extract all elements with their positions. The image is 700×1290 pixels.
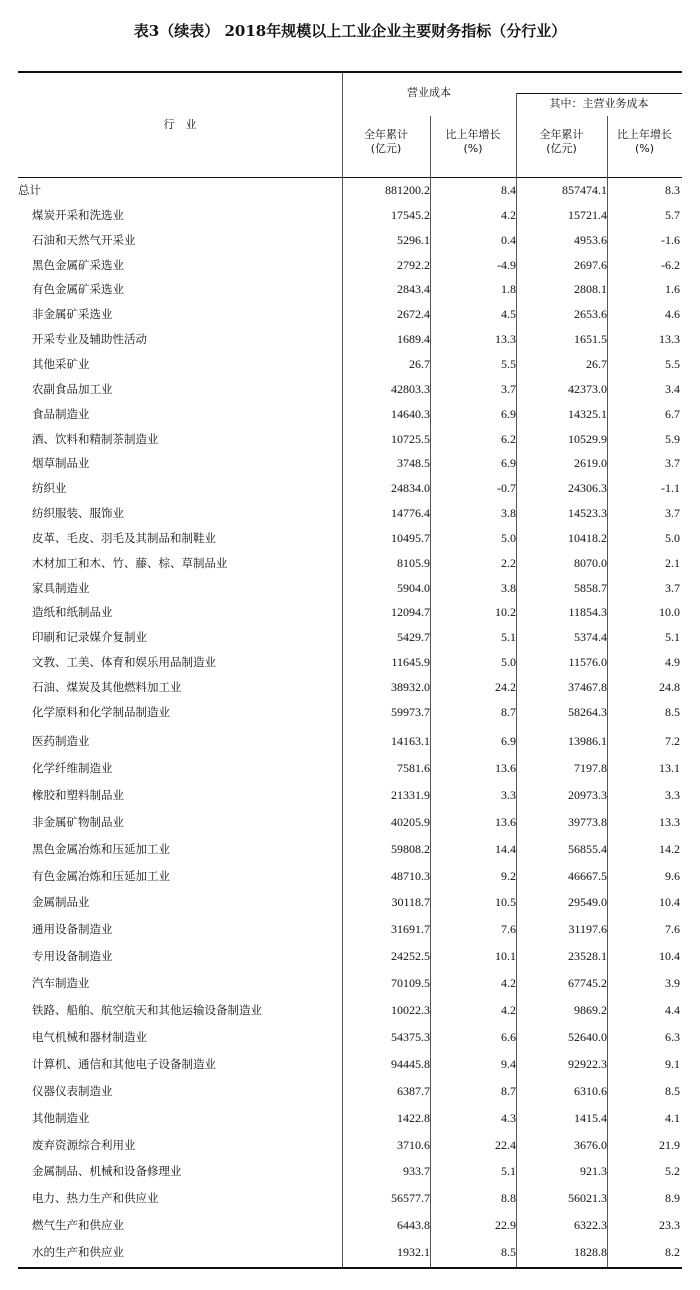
- main-cost-value: 4953.6: [574, 232, 607, 247]
- table-row: [18, 758, 682, 778]
- industry-name: 化学原料和化学制品制造业: [32, 704, 170, 719]
- main-cost-growth: 14.2: [659, 841, 680, 856]
- operating-cost-growth: 5.1: [501, 1164, 516, 1179]
- table-row: [18, 1000, 682, 1020]
- main-cost-growth: -1.6: [661, 232, 680, 247]
- operating-cost-value: 933.7: [403, 1164, 430, 1179]
- industry-name: 橡胶和塑料制品业: [32, 787, 124, 802]
- industry-name: 电气机械和器材制造业: [32, 1029, 147, 1044]
- industry-name: 金属制品业: [32, 895, 90, 910]
- operating-cost-value: 14640.3: [391, 406, 430, 421]
- main-cost-growth: 6.3: [665, 1029, 680, 1044]
- table-row: [18, 812, 682, 832]
- main-cost-value: 857474.1: [562, 183, 607, 197]
- operating-cost-growth: 6.6: [501, 1029, 516, 1044]
- operating-cost-growth: 5.1: [501, 630, 516, 645]
- operating-cost-value: 30118.7: [391, 895, 430, 910]
- main-cost-value: 42373.0: [568, 381, 607, 396]
- operating-cost-growth: -4.9: [497, 257, 516, 272]
- operating-cost-growth: 4.2: [501, 1003, 516, 1017]
- table-row: [18, 866, 682, 886]
- operating-cost-growth: 6.9: [501, 406, 516, 421]
- industry-name: 非金属矿物制品业: [32, 814, 124, 829]
- main-cost-value: 31197.6: [568, 922, 607, 937]
- top-rule: [18, 71, 682, 73]
- header-main-business-cost: 其中：主营业务成本: [549, 97, 649, 110]
- industry-name: 电力、热力生产和供应业: [32, 1191, 159, 1206]
- main-cost-value: 3676.0: [574, 1137, 607, 1152]
- main-cost-growth: 4.6: [665, 307, 680, 322]
- operating-cost-growth: 9.2: [501, 868, 516, 883]
- operating-cost-growth: 9.4: [501, 1056, 516, 1071]
- operating-cost-growth: 22.9: [495, 1218, 516, 1233]
- operating-cost-value: 3748.5: [397, 456, 430, 471]
- table-row: [18, 785, 682, 805]
- operating-cost-value: 40205.9: [391, 814, 430, 829]
- operating-cost-value: 2672.4: [397, 307, 430, 322]
- main-cost-value: 56855.4: [568, 841, 607, 856]
- main-cost-value: 6310.6: [574, 1083, 607, 1098]
- main-cost-growth: 5.1: [665, 630, 680, 645]
- main-cost-value: 5858.7: [574, 580, 607, 595]
- operating-cost-value: 70109.5: [391, 976, 430, 991]
- operating-cost-value: 24834.0: [391, 481, 430, 496]
- operating-cost-growth: 3.8: [501, 506, 516, 521]
- table-row: [18, 1161, 682, 1181]
- industry-name: 造纸和纸制品业: [32, 605, 113, 620]
- operating-cost-growth: 8.4: [501, 183, 516, 197]
- main-cost-value: 6322.3: [574, 1218, 607, 1233]
- table-row: [18, 279, 682, 299]
- operating-cost-growth: 2.2: [501, 555, 516, 570]
- operating-cost-value: 38932.0: [391, 680, 430, 694]
- table-row: [18, 839, 682, 859]
- table-title: 表3（续表） 2018年规模以上工业企业主要财务指标（分行业）: [133, 22, 567, 40]
- operating-cost-value: 42803.3: [391, 381, 430, 396]
- main-cost-value: 20973.3: [568, 787, 607, 802]
- industry-name: 石油、煤炭及其他燃料加工业: [32, 680, 182, 694]
- industry-name: 铁路、船舶、航空航天和其他运输设备制造业: [32, 1003, 262, 1017]
- operating-cost-value: 881200.2: [385, 183, 430, 197]
- industry-name: 农副食品加工业: [32, 381, 113, 396]
- main-cost-growth: 4.1: [665, 1110, 680, 1125]
- main-cost-growth: 13.3: [659, 814, 680, 829]
- industry-name: 烟草制品业: [32, 456, 90, 471]
- industry-name: 印刷和记录媒介复制业: [32, 630, 147, 645]
- table-row: [18, 1242, 682, 1262]
- main-cost-growth: 7.6: [665, 922, 680, 937]
- main-cost-value: 26.7: [586, 356, 607, 371]
- main-cost-growth: -1.1: [661, 481, 680, 496]
- industry-name: 石油和天然气开采业: [32, 232, 136, 247]
- main-cost-growth: 5.7: [665, 207, 680, 222]
- main-cost-value: 13986.1: [568, 734, 607, 748]
- industry-name: 皮革、毛皮、羽毛及其制品和制鞋业: [32, 530, 216, 545]
- operating-cost-growth: 3.8: [501, 580, 516, 595]
- industry-name: 非金属矿采选业: [32, 307, 113, 322]
- header-bottom-rule: [18, 177, 682, 178]
- main-cost-value: 37467.8: [568, 680, 607, 694]
- table-row: [18, 1108, 682, 1128]
- main-cost-growth: 3.4: [665, 381, 680, 396]
- operating-cost-growth: 3.7: [501, 381, 516, 396]
- table-row: [18, 528, 682, 548]
- operating-cost-growth: 5.5: [501, 356, 516, 371]
- table-row-total: [18, 180, 682, 200]
- main-cost-value: 1415.4: [574, 1110, 607, 1125]
- operating-cost-growth: 8.5: [501, 1245, 516, 1260]
- main-cost-value: 52640.0: [568, 1029, 607, 1044]
- main-cost-value: 11576.0: [568, 655, 607, 670]
- industry-name: 开采专业及辅助性活动: [32, 332, 147, 347]
- main-cost-growth: 9.1: [665, 1056, 680, 1071]
- operating-cost-growth: 10.2: [495, 605, 516, 620]
- operating-cost-value: 5296.1: [397, 232, 430, 247]
- operating-cost-value: 6443.8: [397, 1218, 430, 1233]
- main-cost-growth: 10.4: [659, 949, 680, 964]
- main-cost-value: 7197.8: [574, 760, 607, 775]
- operating-cost-value: 54375.3: [391, 1029, 430, 1044]
- industry-name: 文教、工美、体育和娱乐用品制造业: [32, 655, 216, 670]
- main-cost-growth: 8.2: [665, 1245, 680, 1260]
- main-cost-growth: 1.6: [665, 282, 680, 297]
- bottom-rule: [18, 1267, 682, 1269]
- main-cost-growth: 10.4: [659, 895, 680, 910]
- industry-name: 家具制造业: [32, 580, 90, 595]
- industry-name: 纺织业: [32, 481, 67, 496]
- header-industry: 行 业: [163, 118, 197, 131]
- table-row: [18, 677, 682, 697]
- industry-name: 其他制造业: [32, 1110, 90, 1125]
- main-cost-value: 24306.3: [568, 481, 607, 496]
- main-cost-value: 14523.3: [568, 506, 607, 521]
- operating-cost-growth: 6.2: [501, 431, 516, 446]
- operating-cost-growth: 13.6: [495, 814, 516, 829]
- main-cost-value: 8070.0: [574, 555, 607, 570]
- main-cost-growth: 24.8: [659, 680, 680, 694]
- main-cost-growth: 8.5: [665, 704, 680, 719]
- main-cost-value: 1828.8: [574, 1245, 607, 1260]
- industry-name: 有色金属冶炼和压延加工业: [32, 868, 170, 883]
- operating-cost-value: 48710.3: [391, 868, 430, 883]
- table-row: [18, 652, 682, 672]
- main-cost-value: 2808.1: [574, 282, 607, 297]
- table-row: [18, 329, 682, 349]
- operating-cost-growth: 4.5: [501, 307, 516, 322]
- main-cost-growth: 3.9: [665, 976, 680, 991]
- table-row: [18, 627, 682, 647]
- industry-name: 专用设备制造业: [32, 949, 113, 964]
- table-row: [18, 731, 682, 751]
- main-cost-growth: 5.2: [665, 1164, 680, 1179]
- table-row: [18, 379, 682, 399]
- main-cost-growth: -6.2: [661, 257, 680, 272]
- header-operating-cost: 营业成本: [407, 86, 451, 99]
- main-cost-value: 58264.3: [568, 704, 607, 719]
- operating-cost-growth: 5.0: [501, 530, 516, 545]
- table-row: [18, 602, 682, 622]
- operating-cost-growth: 6.9: [501, 734, 516, 748]
- operating-cost-value: 14776.4: [391, 506, 430, 521]
- header-col-growth-2: 比上年增长 (%): [617, 128, 672, 155]
- main-cost-value: 46667.5: [568, 868, 607, 883]
- industry-name: 总计: [18, 183, 41, 197]
- operating-cost-growth: 24.2: [495, 680, 516, 694]
- header-col-growth-1: 比上年增长 (%): [445, 128, 501, 155]
- operating-cost-value: 1932.1: [397, 1245, 430, 1260]
- table-row: [18, 453, 682, 473]
- operating-cost-growth: 10.1: [495, 949, 516, 964]
- industry-name: 通用设备制造业: [32, 922, 113, 937]
- main-cost-growth: 7.2: [665, 734, 680, 748]
- operating-cost-value: 2843.4: [397, 282, 430, 297]
- operating-cost-growth: 6.9: [501, 456, 516, 471]
- operating-cost-value: 10495.7: [391, 530, 430, 545]
- main-cost-growth: 3.7: [665, 580, 680, 595]
- main-cost-value: 56021.3: [568, 1191, 607, 1206]
- header-col-total-1: 全年累计 (亿元): [364, 128, 408, 155]
- operating-cost-value: 3710.6: [397, 1137, 430, 1152]
- operating-cost-value: 31691.7: [391, 922, 430, 937]
- table-row: [18, 919, 682, 939]
- main-cost-growth: 8.9: [665, 1191, 680, 1206]
- operating-cost-value: 1422.8: [397, 1110, 430, 1125]
- table-row: [18, 1215, 682, 1235]
- main-cost-growth: 8.5: [665, 1083, 680, 1098]
- operating-cost-value: 94445.8: [391, 1056, 430, 1071]
- main-cost-growth: 3.7: [665, 506, 680, 521]
- table-row: [18, 404, 682, 424]
- industry-name: 仪器仪表制造业: [32, 1083, 113, 1098]
- main-cost-growth: 8.3: [665, 183, 680, 197]
- main-cost-value: 1651.5: [574, 332, 607, 347]
- table-row: [18, 354, 682, 374]
- main-cost-growth: 9.6: [665, 868, 680, 883]
- operating-cost-growth: -0.7: [497, 481, 516, 496]
- industry-name: 水的生产和供应业: [32, 1245, 124, 1260]
- operating-cost-growth: 22.4: [495, 1137, 516, 1152]
- main-cost-value: 29549.0: [568, 895, 607, 910]
- main-cost-growth: 3.3: [665, 787, 680, 802]
- industry-name: 其他采矿业: [32, 356, 90, 371]
- operating-cost-growth: 13.3: [495, 332, 516, 347]
- main-cost-value: 92922.3: [568, 1056, 607, 1071]
- main-cost-growth: 4.4: [665, 1003, 680, 1017]
- table-row: [18, 702, 682, 722]
- operating-cost-growth: 1.8: [501, 282, 516, 297]
- main-cost-value: 2619.0: [574, 456, 607, 471]
- industry-name: 纺织服装、服饰业: [32, 506, 124, 521]
- operating-cost-growth: 4.2: [501, 976, 516, 991]
- operating-cost-value: 17545.2: [391, 207, 430, 222]
- industry-name: 食品制造业: [32, 406, 90, 421]
- table-row: [18, 1188, 682, 1208]
- operating-cost-growth: 8.8: [501, 1191, 516, 1206]
- table-row: [18, 1135, 682, 1155]
- table-row: [18, 892, 682, 912]
- main-cost-growth: 23.3: [659, 1218, 680, 1233]
- operating-cost-value: 59973.7: [391, 704, 430, 719]
- operating-cost-growth: 3.3: [501, 787, 516, 802]
- main-cost-growth: 5.5: [665, 356, 680, 371]
- main-cost-growth: 4.9: [665, 655, 680, 670]
- operating-cost-value: 11645.9: [391, 655, 430, 670]
- industry-name: 废弃资源综合利用业: [32, 1137, 136, 1152]
- industry-name: 汽车制造业: [32, 976, 90, 991]
- operating-cost-value: 5429.7: [397, 630, 430, 645]
- table-row: [18, 429, 682, 449]
- operating-cost-growth: 8.7: [501, 704, 516, 719]
- operating-cost-growth: 0.4: [501, 232, 516, 247]
- operating-cost-value: 2792.2: [397, 257, 430, 272]
- main-cost-value: 9869.2: [574, 1003, 607, 1017]
- operating-cost-value: 5904.0: [397, 580, 430, 595]
- operating-cost-value: 7581.6: [397, 760, 430, 775]
- main-cost-growth: 10.0: [659, 605, 680, 620]
- main-cost-value: 67745.2: [568, 976, 607, 991]
- header-col-total-2: 全年累计 (亿元): [539, 128, 584, 155]
- main-cost-value: 39773.8: [568, 814, 607, 829]
- operating-cost-value: 10022.3: [391, 1003, 430, 1017]
- operating-cost-growth: 4.2: [501, 207, 516, 222]
- industry-name: 金属制品、机械和设备修理业: [32, 1164, 182, 1179]
- table-row: [18, 946, 682, 966]
- industry-name: 煤炭开采和洗选业: [32, 207, 124, 222]
- industry-name: 有色金属矿采选业: [32, 282, 124, 297]
- main-cost-value: 11854.3: [568, 605, 607, 620]
- industry-name: 燃气生产和供应业: [32, 1218, 124, 1233]
- industry-name: 黑色金属冶炼和压延加工业: [32, 841, 170, 856]
- main-cost-growth: 3.7: [665, 456, 680, 471]
- operating-cost-growth: 4.3: [501, 1110, 516, 1125]
- industry-name: 计算机、通信和其他电子设备制造业: [32, 1056, 216, 1071]
- operating-cost-value: 56577.7: [391, 1191, 430, 1206]
- table-row: [18, 503, 682, 523]
- main-cost-growth: 5.0: [665, 530, 680, 545]
- operating-cost-value: 6387.7: [397, 1083, 430, 1098]
- industry-name: 黑色金属矿采选业: [32, 257, 124, 272]
- operating-cost-value: 21331.9: [391, 787, 430, 802]
- main-cost-value: 10418.2: [568, 530, 607, 545]
- main-cost-growth: 2.1: [665, 555, 680, 570]
- operating-cost-growth: 7.6: [501, 922, 516, 937]
- operating-cost-growth: 14.4: [495, 841, 516, 856]
- table-row: [18, 304, 682, 324]
- table-row: [18, 255, 682, 275]
- operating-cost-growth: 10.5: [495, 895, 516, 910]
- main-cost-growth: 5.9: [665, 431, 680, 446]
- industry-name: 酒、饮料和精制茶制造业: [32, 431, 159, 446]
- industry-name: 化学纤维制造业: [32, 760, 113, 775]
- main-cost-value: 10529.9: [568, 431, 607, 446]
- operating-cost-value: 59808.2: [391, 841, 430, 856]
- operating-cost-value: 1689.4: [397, 332, 430, 347]
- main-cost-value: 23528.1: [568, 949, 607, 964]
- main-cost-growth: 13.1: [659, 760, 680, 775]
- group-rule: [516, 93, 682, 94]
- main-cost-growth: 6.7: [665, 406, 680, 421]
- table-row: [18, 1027, 682, 1047]
- table-row: [18, 205, 682, 225]
- main-cost-value: 5374.4: [574, 630, 607, 645]
- table-row: [18, 478, 682, 498]
- main-cost-value: 14325.1: [568, 406, 607, 421]
- operating-cost-value: 26.7: [409, 356, 430, 371]
- operating-cost-value: 8105.9: [397, 555, 430, 570]
- operating-cost-value: 14163.1: [391, 734, 430, 748]
- operating-cost-growth: 5.0: [501, 655, 516, 670]
- table-row: [18, 553, 682, 573]
- table-row: [18, 578, 682, 598]
- operating-cost-value: 24252.5: [391, 949, 430, 964]
- table-row: [18, 1054, 682, 1074]
- main-cost-growth: 13.3: [659, 332, 680, 347]
- operating-cost-value: 10725.5: [391, 431, 430, 446]
- main-cost-value: 15721.4: [568, 207, 607, 222]
- main-cost-value: 2697.6: [574, 257, 607, 272]
- operating-cost-growth: 13.6: [495, 760, 516, 775]
- operating-cost-value: 12094.7: [391, 605, 430, 620]
- operating-cost-growth: 8.7: [501, 1083, 516, 1098]
- main-cost-value: 921.3: [580, 1164, 607, 1179]
- table-row: [18, 1081, 682, 1101]
- main-cost-growth: 21.9: [659, 1137, 680, 1152]
- industry-name: 木材加工和木、竹、藤、棕、草制品业: [32, 555, 228, 570]
- table-row: [18, 230, 682, 250]
- industry-name: 医药制造业: [32, 734, 90, 748]
- main-cost-value: 2653.6: [574, 307, 607, 322]
- table-row: [18, 973, 682, 993]
